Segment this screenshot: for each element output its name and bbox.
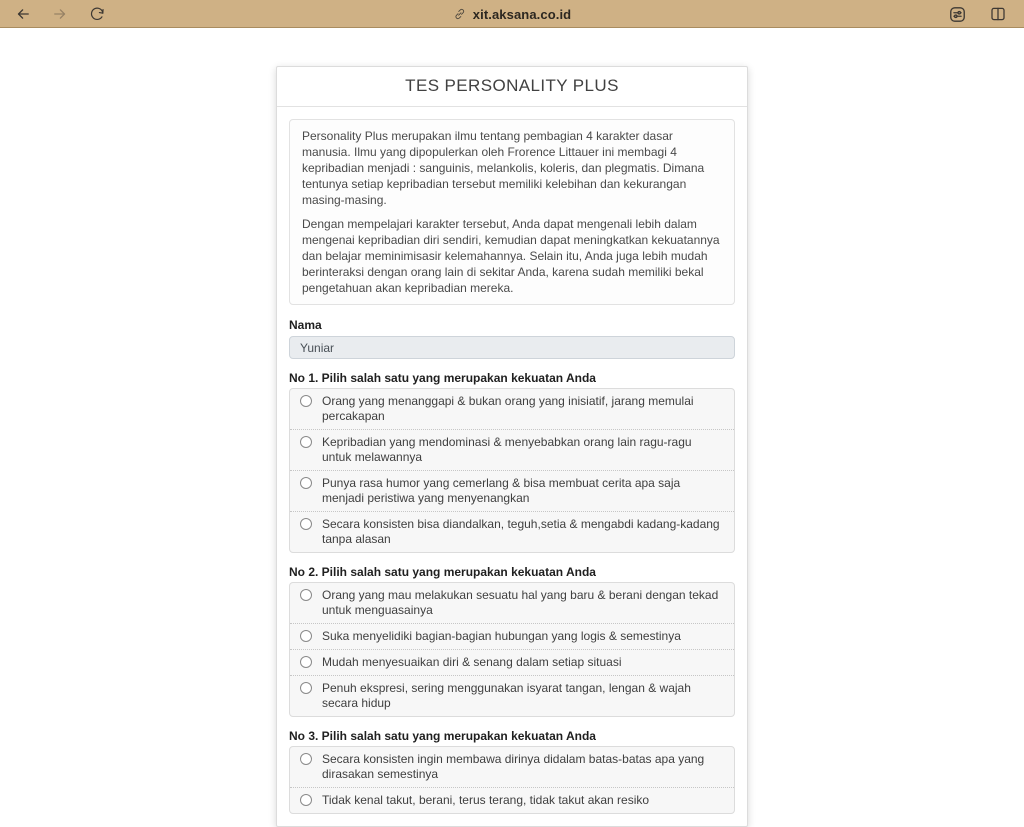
question-label: No 2. Pilih salah satu yang merupakan kekuatan Anda <box>289 565 596 579</box>
question-options <box>289 582 735 717</box>
radio-button[interactable] <box>300 436 312 448</box>
option-row[interactable] <box>290 623 734 649</box>
option-label: Mudah menyesuaikan diri & senang dalam setiap situasi <box>322 655 622 669</box>
questions <box>289 371 735 814</box>
radio-button[interactable] <box>300 656 312 668</box>
question-block <box>289 565 735 717</box>
split-view-button[interactable] <box>988 4 1008 24</box>
intro-box <box>289 119 735 305</box>
radio-button[interactable] <box>300 682 312 694</box>
radio-button[interactable] <box>300 477 312 489</box>
option-label: Suka menyelidiki bagian-bagian hubungan yang logis & semestinya <box>322 629 681 643</box>
option-row[interactable] <box>290 429 734 470</box>
option-row[interactable] <box>290 511 734 552</box>
card-header <box>277 67 747 107</box>
forward-arrow-icon <box>51 5 69 23</box>
option-row[interactable] <box>290 675 734 716</box>
option-label: Secara konsisten ingin membawa dirinya didalam batas-batas apa yang dirasakan semestinya <box>322 752 705 781</box>
intro-paragraph-2: Dengan mempelajari karakter tersebut, Anda dapat mengenali lebih dalam mengenai kepribadian diri sendiri, kemudian dapat meningkatkan kekuatannya dan belajar meminimisasir kelemahannya. Selain itu, Anda juga lebih mudah berinteraksi dengan orang lain di sekitar Anda, karena sudah memiliki bekal pengetahuan akan kepribadian mereka. <box>302 217 720 295</box>
back-arrow-icon <box>14 5 32 23</box>
radio-button[interactable] <box>300 753 312 765</box>
question-block <box>289 729 735 814</box>
radio-button[interactable] <box>300 395 312 407</box>
option-label: Punya rasa humor yang cemerlang & bisa membuat cerita apa saja menjadi peristiwa yang menyenangkan <box>322 476 681 505</box>
option-label: Penuh ekspresi, sering menggunakan isyarat tangan, lengan & wajah secara hidup <box>322 681 691 710</box>
radio-button[interactable] <box>300 630 312 642</box>
question-block <box>289 371 735 553</box>
radio-button[interactable] <box>300 794 312 806</box>
option-row[interactable] <box>290 583 734 623</box>
intro-paragraph-1: Personality Plus merupakan ilmu tentang pembagian 4 karakter dasar manusia. Ilmu yang dipopulerkan oleh Frorence Littauer ini membagi 4 kepribadian menjadi : sanguinis, melankolis, koleris, dan plegmatis. Dimana tentunya setiap kepribadian tersebut memiliki kelebihan dan kekurangan masing-masing. <box>302 129 705 207</box>
page-settings-button[interactable] <box>947 4 967 24</box>
reload-button[interactable] <box>87 4 107 24</box>
test-form-card <box>276 66 748 827</box>
question-options <box>289 388 735 553</box>
browser-toolbar <box>0 0 1024 28</box>
forward-button[interactable] <box>50 4 70 24</box>
option-row[interactable] <box>290 470 734 511</box>
reload-icon <box>89 5 106 22</box>
page-title: TES PERSONALITY PLUS <box>405 76 619 95</box>
option-row[interactable] <box>290 649 734 675</box>
split-view-icon <box>989 5 1007 23</box>
question-label: No 3. Pilih salah satu yang merupakan kekuatan Anda <box>289 729 596 743</box>
option-label: Orang yang mau melakukan sesuatu hal yang baru & berani dengan tekad untuk menguasainya <box>322 588 719 617</box>
option-label: Tidak kenal takut, berani, terus terang, tidak takut akan resiko <box>322 793 650 807</box>
url-text: xit.aksana.co.id <box>472 6 572 22</box>
toolbar-right-buttons <box>947 0 1024 28</box>
option-label: Kepribadian yang mendominasi & menyebabkan orang lain ragu-ragu untuk melawannya <box>322 435 692 464</box>
question-options <box>289 746 735 814</box>
card-body <box>277 107 747 826</box>
name-input[interactable] <box>289 336 735 359</box>
question-label: No 1. Pilih salah satu yang merupakan kekuatan Anda <box>289 371 596 385</box>
radio-button[interactable] <box>300 589 312 601</box>
page-settings-icon <box>948 5 967 24</box>
nav-buttons <box>0 4 107 24</box>
name-label: Nama <box>289 318 322 332</box>
option-row[interactable] <box>290 747 734 787</box>
address-bar[interactable] <box>453 0 571 28</box>
option-label: Orang yang menanggapi & bukan orang yang inisiatif, jarang memulai percakapan <box>322 394 694 423</box>
option-label: Secara konsisten bisa diandalkan, teguh,setia & mengabdi kadang-kadang tanpa alasan <box>322 517 720 546</box>
link-icon <box>453 7 467 21</box>
back-button[interactable] <box>13 4 33 24</box>
option-row[interactable] <box>290 787 734 813</box>
option-row[interactable] <box>290 389 734 429</box>
radio-button[interactable] <box>300 518 312 530</box>
